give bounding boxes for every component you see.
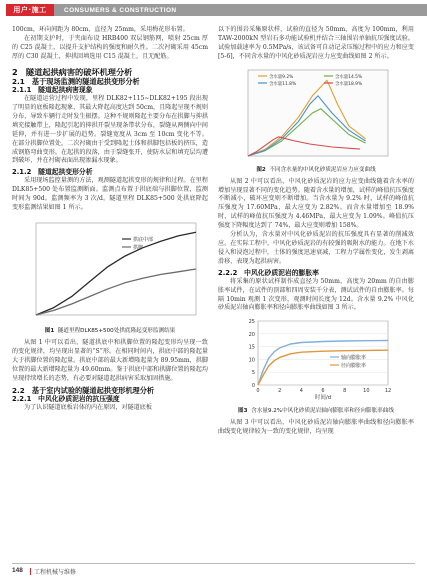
right-column — [218, 26, 414, 437]
figure-label: 图1 — [44, 328, 55, 334]
x-tick-label: 2 — [278, 388, 282, 395]
x-axis-label: 时间/d — [314, 395, 332, 402]
paragraph: 在隧道运营过程中发现，里程 DLK82+115~DLK82+195 段出现了明显的底板隆起现象，其最大降起高度达到 50cm，且隆起呈现不规则分布，导致车辆行走时发生振摆。这种不规则隆起主要分布在拱脚与抑拱填充接触带上，隆起引起的抑拱开裂呈现条带状分布，裂缝从两侧向中间延伸，并有进一步扩展的趋势。裂缝宽度从 3cm 至 10cm 变化不等。在部分拱脚位置处，二次衬砌由于受到隆起土体和拱脚包括板的挤压，造成钢筋弯曲变形。在起拱的段落，由于裂缝张开，使防水层和填充层均遭到破坏，并在衬砌表面出现渗漏水现象。 — [12, 95, 208, 165]
y-tick-label: 25 — [248, 319, 255, 326]
left-column — [12, 26, 208, 413]
chart-figure-1 — [12, 217, 208, 323]
x-tick-label: 10 — [363, 388, 370, 395]
legend-label: 含水量11.8% — [269, 81, 297, 87]
magazine-name: 工程机械与维修 — [34, 569, 77, 576]
figure-caption-text: 隧道里程DLK85+500处拱底隆起变形监测结果 — [57, 328, 176, 334]
y-tick-label: 10 — [248, 357, 255, 364]
page-footer — [0, 558, 427, 579]
section-label: 用户·施工 — [6, 4, 54, 16]
figure-label: 图3 — [238, 408, 248, 415]
x-tick-label: 4 — [299, 388, 303, 395]
figure-caption — [12, 327, 208, 335]
paragraph: 将采集的原状试样制作成直径为 50mm，高度为 20mm 的自由膨胀率试件，在试件的顶部和四周安装千分表，测试试件的自由膨胀率。每隔 10min 观测 1 次变形，观测时间长度为 12d。含水量 9.2% 中风化砂质泥岩轴向膨胀率和径向膨胀率曲线如图 3 所示。 — [218, 277, 414, 312]
legend-label: 轴向膨胀率 — [341, 355, 367, 362]
figure-3 — [218, 317, 414, 415]
chart-figure-3 — [218, 317, 414, 403]
paragraph: 采用现场监控量测的方法，观测隧道起拱变形的规律和过程。在里程 DLK85+500 处布置监测断面。监测点布置于拱底端与拱脚位置，监测时间为 90d。监测频率为 3 次/d。隧道里程 DLK85+500 处拱底降起变形监测结果如图 1 所示。 — [12, 177, 208, 212]
subsection-heading: 2.1 基于现场监测的隧道起拱变形分析 — [12, 76, 140, 86]
y-tick-label: 15 — [248, 344, 255, 351]
section-heading: 2 隧道起拱病害的破坏机理分析 — [12, 66, 133, 77]
figure-caption-text: 不同含水量的中风化砂质泥岩应力应变曲线 — [269, 166, 376, 173]
subsubsection-heading: 2.2.2 中风化砂质泥岩的膨胀率 — [218, 268, 319, 277]
column-title: CONSUMERS & CONSTRUCTION — [54, 4, 427, 16]
x-tick-label: 8 — [343, 388, 347, 395]
figure-1 — [12, 217, 208, 335]
paragraph: 从图 2 中可以看出，中风化砂质泥岩的应力应变曲线随着含水率的增加呈现显著不同的变化趋势。随着含水量的增加，试样的峰值抗压强度不断减小，破坏应变则不断增加。当含水量为 9.2% 时，试样的峰值抗压强度为 17.60MPa，最大应变为 2.82%。而含水量增加至 18.9% 时，试样的峰值抗压强度为 4.46MPa，最大应变为 1.09%。峰值抗压强度下降幅度达到了 74%，最大应变则增加 158%。 — [218, 177, 414, 230]
paragraph: 在初期支护时，于夹面布设 HRB400 双层钢筋网，喷射 25cm 厚的 C25 混凝土，以提升支护结构的强度和耐久性。二次衬砌采用 45cm 厚的 C30 混凝土，抑拱回填选用 C15 混凝土，且无配筋。 — [12, 34, 208, 60]
paragraph: 分析认为，含水量对中风化砂质泥岩的抗压强度具有显著的削减效应。在实际工程中，中风化砂质泥岩的有较强的吸附水的能力。在地下水侵入和浸泡过程中，土体的强度迅速衰减，工程力学属性变化，发生剥离滑移，表现为起拱病害。 — [218, 231, 414, 265]
paragraph: 为了认识隧道底板岩体的内在原因，对隧道底板 — [24, 404, 152, 412]
paragraph: 从图 1 中可以看出，隧道拱底中和拱脚位置的隆起变形均呈现一致的变化规律，均呈现出显著的“S”形。在相同时间内，拱底中部的隆起量大于拱脚位置的隆起量。拱底中部的最大新增隆起量为 89.95mm，拱脚位置的最大新增隆起量为 49.60mm。鉴于拱底中部和拱脚位置的隆起均呈现持续增长的态势，有必要对隧道起拱病害采取加固措施。 — [12, 339, 208, 382]
legend-label: 含水量18.9% — [335, 81, 363, 87]
legend-label: 径向膨胀率 — [341, 363, 367, 370]
figure-caption — [218, 166, 414, 174]
y-tick-label: 5 — [251, 370, 255, 377]
page-number: 148 — [12, 567, 23, 574]
figure-caption — [218, 407, 414, 415]
figure-caption-text: 含水量9.2%中风化砂质泥岩轴向膨胀率和径向膨胀率曲线 — [251, 408, 394, 415]
page-header — [0, 0, 427, 20]
figure-2 — [218, 66, 414, 174]
figure-label: 图2 — [256, 166, 266, 173]
legend-label: 含水量14.5% — [335, 74, 363, 80]
subsection-heading: 2.2 基于室内试验的隧道起拱变形机理分析 — [12, 385, 155, 395]
paragraph: 100cm，环向间距为 80cm，直径为 25mm，采用梅花形布置。 — [12, 26, 189, 33]
plot-area — [258, 321, 388, 385]
subsubsection-heading: 2.1.2 隧道起拱变形分析 — [12, 168, 93, 177]
subsubsection-heading: 2.2.1 中风化砂质泥岩的抗压强度 — [12, 395, 120, 404]
paragraph: 以下的围岩采集原状样，试验的直径为 50mm，高度为 100mm，利用 TAW-2000kN 型岩石多功能试验机并结合三轴围岩单轴抗压强度试验。试验加载速率为 0.5MPa/s，该试备可自动记录压缩过程中的应力和应变 [5-6]，不同含水量的中风化砂质泥岩应力应变曲线如图 2 所示。 — [218, 26, 414, 60]
chart-figure-2 — [218, 66, 414, 162]
legend-label: 拱底中部 — [133, 236, 154, 243]
y-tick-label: 20 — [248, 332, 255, 339]
legend-label: 含水量9.2% — [269, 74, 294, 80]
paragraph: 从图 3 中可以看出，中风化砂质泥岩轴向膨胀率曲线和径向膨胀率曲线变化规律较为一致的变化规律，均呈现 — [218, 419, 414, 436]
subsubsection-heading: 2.1.1 隧道起拱病害现象 — [12, 86, 93, 95]
y-tick-label: 0 — [251, 383, 255, 390]
plot-area — [36, 223, 196, 315]
legend-label: 拱脚 — [133, 244, 144, 251]
x-tick-label: 12 — [384, 388, 392, 395]
x-tick-label: 6 — [321, 388, 325, 395]
x-tick-label: 0 — [256, 388, 260, 395]
